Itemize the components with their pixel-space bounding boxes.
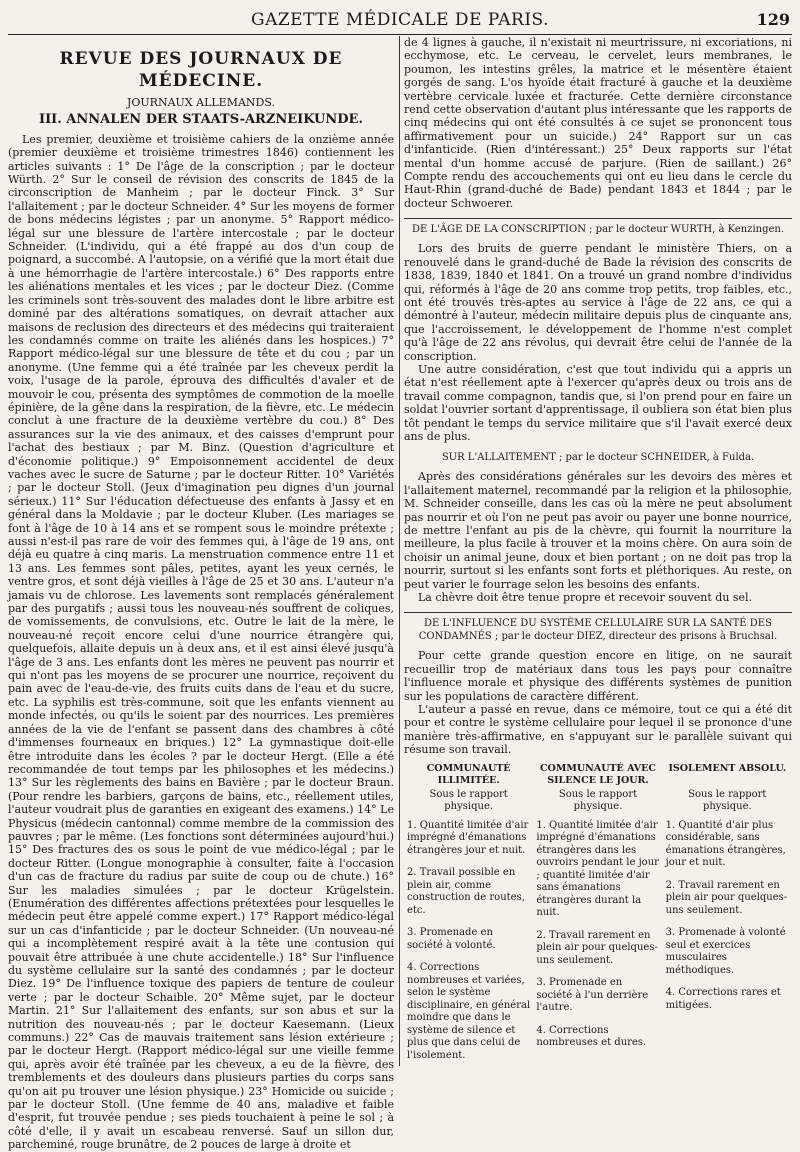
comparison-column <box>404 763 533 1073</box>
heading-systeme-cellulaire: DE L'INFLUENCE DU SYSTÈME CELLULAIRE SUR LA SANTÉ DES CONDAMNÉS ; par le docteur DIEZ, directeur des prisons à Bruchsal. <box>404 612 792 643</box>
comparison-item: 4. Corrections nombreuses et variées, selon le système disciplinaire, en général moindre que dans le système de silence et plus que dans celui de l'isolement. <box>407 962 531 1061</box>
left-column <box>8 36 394 1152</box>
comparison-item: 1. Quantité limitée d'air imprégné d'émanations étrangères jour et nuit. <box>407 819 529 856</box>
column-divider <box>399 36 400 1066</box>
heading-allaitement: SUR L'ALLAITEMENT ; par le docteur SCHNEIDER, à Fulda. <box>441 452 755 464</box>
comparison-subheader: Sous le rapport physique. <box>688 788 767 813</box>
comparison-item: 1. Quantité d'air plus considérable, sans émanations étrangères, jour et nuit. <box>665 819 786 869</box>
comparison-subheader: Sous le rapport physique. <box>558 788 638 813</box>
comparison-item: 2. Travail rarement en plein air pour quelques-uns seulement. <box>665 879 788 916</box>
revue-title: REVUE DES JOURNAUX DE MÉDECINE. <box>59 49 343 91</box>
allaitement-paragraph-1: Après des considérations générales sur les devoirs des mères et l'allaitement maternel, recommandé par la religion et la philosophie, M. Schneider conseille, dans les cas où la mère ne peut absolument pas nourrir et où l'on ne peut pas avoir ou payer une bonne nourrice, de mettre l'enfant au pis de la chèvre, qui fournit la nourriture la meilleure, la plus facile à trouver et la moins chère. On aura soin de choisir un animal jeune, doux et bien portant ; on ne doit pas trop la nourrir, surtout si les enfants sont forts et pléthoriques. Au reste, on peut varier le fourrage selon les besoins des enfants. <box>404 470 792 591</box>
comparison-item: 4. Corrections nombreuses et dures. <box>536 1024 647 1049</box>
comparison-subheader: Sous le rapport physique. <box>429 788 508 813</box>
cellulaire-paragraph-2: L'auteur a passé en revue, dans ce mémoire, tout ce qui a été dit pour et contre le système cellulaire pour lequel il se prononce d'une manière très-affirmative, en s'appuyant sur le parallèle suivant qui résume son travail. <box>404 703 792 757</box>
comparison-header: COMMUNAUTÉ AVEC SILENCE LE JOUR. <box>540 762 656 787</box>
comparison-column <box>533 763 662 1073</box>
header-rule <box>8 34 792 35</box>
right-column <box>404 36 792 1066</box>
comparison-item: 3. Promenade en société à volonté. <box>407 927 496 951</box>
section-title: III. ANNALEN DER STAATS-ARZNEIKUNDE. <box>39 112 363 128</box>
continued-paragraph: de 4 lignes à gauche, il n'existait ni meurtrissure, ni excoriations, ni ecchymose, etc. Le cerveau, le cervelet, leurs membranes, le poumon, les intestins grêles, la matrice et le mésentère étaient gorgés de sang. L'os hyoïde était fracturé à gauche et la deuxième vertèbre cervicale luxée et fracturée. Cette dernière circonstance rend cette observation d'autant plus intéressante que les rapports de cinq médecins qui ont été consultés à ce sujet se prononcent tous affirmativement pour un suicide.) 24° Rapport sur un cas d'infanticide. (Rien d'intéressant.) 25° Deux rapports sur l'état mental d'un homme accusé de parjure. (Rien de saillant.) 26° Compte rendu des accouchements qui ont eu lieu dans le cercle du Haut-Rhin (grand-duché de Bade) pendant 1843 et 1844 ; par le docteur Schwoerer. <box>404 36 792 210</box>
conscription-paragraph-2: Une autre considération, c'est que tout individu qui a appris un état n'est réellement apte à l'exercer qu'après deux ou trois ans de travail comme compagnon, tandis que, si l'on prend pour en faire un soldat l'ouvrier sortant d'apprentissage, il oubliera son état bien plus tôt pendant le temps du service militaire que s'il l'avait exercé deux ans de plus. <box>404 362 792 443</box>
conscription-paragraph-1: Lors des bruits de guerre pendant le ministère Thiers, on a renouvelé dans le grand-duché de Bade la révision des conscrits de 1838, 1839, 1840 et 1841. On a trouvé un grand nombre d'individus qui, réformés à l'âge de 20 ans comme trop petits, trop faibles, etc., ont été trouvés très-aptes au service à l'âge de 22 ans, ce qui a démontré à l'auteur, médecin militaire depuis plus de cinquante ans, que l'accroissement, le développement de l'homme n'est complet qu'à l'âge de 22 ans révolus, qui devrait être celui de l'année de la conscription. <box>404 242 792 363</box>
comparison-item: 2. Travail possible en plein air, comme construction de routes, etc. <box>407 867 525 916</box>
comparison-item: 4. Corrections rares et mitigées. <box>665 987 781 1011</box>
comparison-header: COMMUNAUTÉ ILLIMITÉE. <box>426 762 511 787</box>
comparison-header: ISOLEMENT ABSOLU. <box>668 762 787 774</box>
comparison-table <box>404 763 792 1073</box>
journal-subtitle: JOURNAUX ALLEMANDS. <box>126 96 276 109</box>
allaitement-paragraph-2: La chèvre doit être tenue propre et recevoir souvent du sel. <box>418 591 753 605</box>
page-number: 129 <box>756 10 790 29</box>
gazette-title: GAZETTE MÉDICALE DE PARIS. <box>251 10 549 30</box>
comparison-item: 3. Promenade à volonté seul et exercices musculaires méthodiques. <box>665 927 786 976</box>
comparison-item: 2. Travail rarement en plein air pour quelques-uns seulement. <box>536 929 658 966</box>
heading-conscription: DE L'ÂGE DE LA CONSCRIPTION ; par le docteur WURTH, à Kenzingen. <box>404 218 792 236</box>
comparison-item: 3. Promenade en société à l'un derrière l'autre. <box>536 977 649 1014</box>
page-header <box>8 8 792 36</box>
comparison-item: 1. Quantité limitée d'air imprégné d'émanations étrangères dans les ouvroirs pendant le jour ; quantité limitée d'air sans émanations étrangères durant la nuit. <box>536 819 659 919</box>
article-list-paragraph: Les premier, deuxième et troisième cahiers de la onzième année (premier deuxième et troisième trimestres 1846) contiennent les articles suivants : 1° De l'âge de la conscription ; par le docteur Würth. 2° Sur le conseil de révision des conscrits de 1845 de la circonscription de Manheim ; par le docteur Finck. 3° Sur l'allaitement ; par le docteur Schneider. 4° Sur les moyens de former de bons médecins légistes ; par un anonyme. 5° Rapport médico-légal sur une blessure de l'artère intercostale ; par le docteur Schneider. (L'individu, qui a été frappé au dos d'un coup de poignard, a succombé. A l'autopsie, on a vérifié que la mort était due à une hémorrhagie de l'artère intercostale.) 6° Des rapports entre les aliénations mentales et les vices ; par le docteur Diez. (Comme les criminels sont très-souvent des malades dont le libre arbitre est dominé par des altérations somatiques, on devrait attacher aux maisons de reclusion des directeurs et des médecins qui traiteraient les condamnés comme on traite les aliénés dans les hospices.) 7° Rapport médico-légal sur une blessure de tête et du cou ; par un anonyme. (Une femme qui a été traînée par les cheveux perdit la voix, l'usage de la parole, éprouva des difficultés d'avaler et de mouvoir le cou, présenta des symptômes de commotion de la moelle épinière, de la gêne dans la respiration, de la fièvre, etc. Le médecin conclut à une fracture de la deuxième vertèbre du cou.) 8° Des assurances sur la vie des animaux, et des caisses d'emprunt pour l'achat des bestiaux ; par M. Binz. (Question d'agriculture et d'économie politique.) 9° Empoisonnement accidentel de deux vaches avec le sucre de Saturne ; par le docteur Ritter. 10° Variétés ; par le docteur Stoll. (Jeux d'imagination peu dignes d'un journal sérieux.) 11° Sur l'éducation défectueuse des enfants à Jassy et en général dans la Moldavie ; par le docteur Kluber. (Les mariages se font à l'âge de 10 à 14 ans et se rompent sous le moindre prétexte ; aussi n'est-il pas rare de voir des femmes qui, à l'âge de 19 ans, ont déjà eu quatre à cinq maris. La menstruation commence entre 11 et 13 ans. Les femmes sont pâles, petites, ayant les yeux cernés, le ventre gros, et sont déjà vieilles à l'âge de 25 et 30 ans. L'auteur n'a jamais vu de chlorose. Les lavements sont remplacés généralement par des purgatifs ; aussi tous les nouveau-nés souffrent de coliques, de vomissements, de convulsions, etc. Outre le lait de la mère, le nouveau-né reçoit encore celui d'une nourrice étrangère qui, quelquefois, allaite depuis un à deux ans, et il est ainsi élevé jusqu'à l'âge de 3 ans. Les enfants dont les mères ne peuvent pas nourrir et qui n'ont pas les moyens de se procurer une nourrice, reçoivent du pain avec de l'eau-de-vie, des fruits cuits dans de l'eau et du sucre, etc. La syphilis est très-commune, soit que les enfants viennent au monde infectés, ou qu'ils le soient par des nourrices. Les premières années de la vie de l'enfant se passent dans des chambres à côté d'immenses fourneaux en briques.) 12° La gymnastique doit-elle être introduite dans les écoles ? par le docteur Hergt. (Elle a été recommandée de tout temps par les philosophes et les médecins.) 13° Sur les règlements des bains en Bavière ; par le docteur Braun. (Pour rendre les barbiers, garçons de bains, etc., réellement utiles, l'auteur voudrait plus de garanties en exigeant des examens.) 14° Le Physicus (médecin cantonnal) comme membre de la commission des pauvres ; par le même. (Les fonctions sont déterminées aujourd'hui.) 15° Des fractures des os sous le point de vue médico-légal ; par le docteur Ritter. (Longue monographie à consulter, faite à l'occasion d'un cas de fracture du radius par suite de coup ou de chute.) 16° Sur les maladies simulées ; par le docteur Krügelstein. (Enumération des différentes affections prétextées pour lesquelles le médecin peut être appelé comme expert.) 17° Rapport médico-légal sur un cas d'infanticide ; par le docteur Schneider. (Un nouveau-né qui a incomplètement respiré avait à la tête une contusion qui pouvait être attribuée à une chute accidentelle.) 18° Sur l'influence du système cellulaire sur la santé des condamnés ; par le docteur Diez. 19° De l'influence toxique des papiers de tenture de couleur verte ; par le docteur Schaible. 20° Même sujet, par le docteur Martin. 21° Sur l'allaitement des enfants, sur son abus et sur la nutrition des nouveau-nés ; par le docteur Kaesemann. (Lieux communs.) 22° Cas de mauvais traitement sans lésion extérieure ; par le docteur Hergt. (Rapport médico-légal sur une vieille femme qui, après avoir été traînée par les cheveux, a eu de la fièvre, des tremblements et des douleurs dans plusieurs parties du corps sans qu'on ait pu trouver une lésion physique.) 23° Homicide ou suicide ; par le docteur Stoll. (Une femme de 40 ans, maladive et faible d'esprit, fut trouvée pendue ; ses pieds touchaient à peine le sol ; à côté d'elle, il y avait un escabeau renversé. Sauf un sillon dur, parcheminé, rouge brunâtre, de 2 pouces de large à droite et <box>8 132 394 1152</box>
cellulaire-paragraph-1: Pour cette grande question encore en litige, on ne saurait recueillir trop de matériaux dans tous les pays pour connaître l'influence morale et physique des différents systèmes de punition sur les populations de caractère différent. <box>404 649 792 703</box>
comparison-column <box>663 763 792 1073</box>
